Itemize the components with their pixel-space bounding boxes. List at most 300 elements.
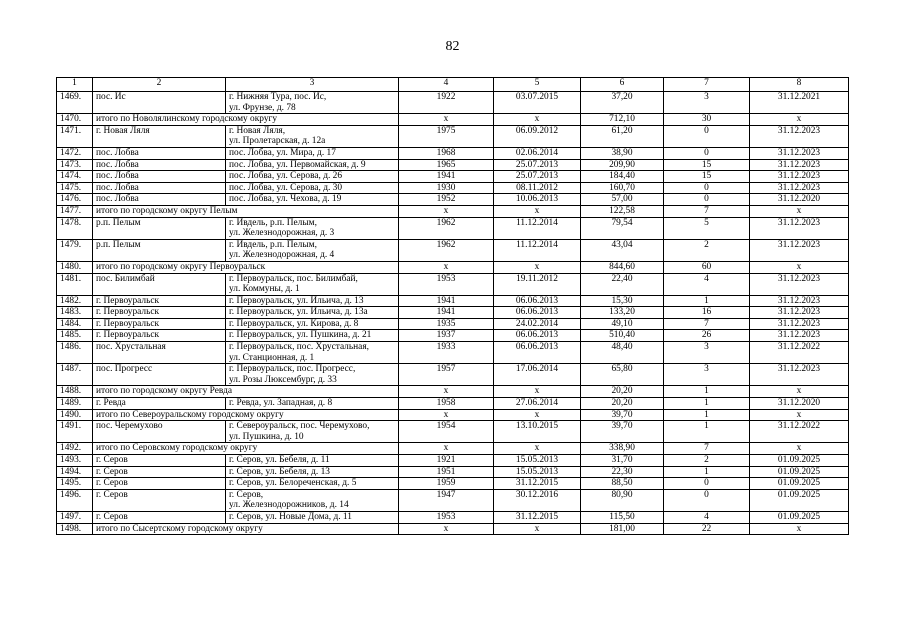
row-number: 1490. [57, 409, 93, 421]
year-cell: 1953 [399, 273, 494, 295]
address-line: ул. Розы Люксембург, д. 33 [229, 374, 337, 385]
locality-cell: пос. Черемухово [93, 421, 226, 443]
row-number: 1482. [57, 295, 93, 307]
address-cell [226, 478, 399, 490]
row-number: 1492. [57, 443, 93, 455]
row-number: 1491. [57, 421, 93, 443]
table-row [57, 182, 849, 194]
row-number: 1487. [57, 364, 93, 386]
until-date-cell: 31.12.2023 [750, 318, 849, 330]
date-cell: 02.06.2014 [494, 147, 581, 159]
row-number: 1479. [57, 239, 93, 261]
date-cell: 30.12.2016 [494, 489, 581, 511]
row-number: 1483. [57, 307, 93, 319]
date-cell: 06.06.2013 [494, 342, 581, 364]
locality-cell: г. Серов [93, 489, 226, 511]
count-cell: 1 [664, 466, 750, 478]
total-label: итого по Серовскому городскому округу [96, 443, 258, 454]
locality-cell: пос. Лобва [93, 147, 226, 159]
address-line: г. Серов, ул. Бебеля, д. 13 [229, 466, 330, 477]
year-cell: 1921 [399, 455, 494, 467]
count-cell: 7 [664, 205, 750, 217]
table-row [57, 398, 849, 410]
address-line: г. Первоуральск, ул. Кирова, д. 8 [229, 318, 359, 329]
total-label-cell [93, 114, 278, 126]
year-cell: 1952 [399, 194, 494, 206]
row-number: 1485. [57, 330, 93, 342]
count-cell: 3 [664, 364, 750, 386]
address-cell [226, 466, 399, 478]
total-label-cell [93, 409, 284, 421]
until-date-cell: 01.09.2025 [750, 511, 849, 523]
date-cell: 31.12.2015 [494, 478, 581, 490]
count-cell: 4 [664, 511, 750, 523]
address-line: пос. Лобва, ул. Чехова, д. 19 [229, 194, 342, 205]
count-cell: 3 [664, 342, 750, 364]
until-date-cell: 31.12.2023 [750, 159, 849, 171]
area-cell: 122,58 [581, 205, 664, 217]
until-date-cell: 31.12.2023 [750, 295, 849, 307]
address-cell [226, 421, 399, 443]
until-date-cell: х [750, 261, 849, 273]
total-row [57, 443, 849, 455]
year-cell: 1957 [399, 364, 494, 386]
table-row [57, 478, 849, 490]
row-number: 1481. [57, 273, 93, 295]
count-cell: 15 [664, 159, 750, 171]
until-date-cell: 01.09.2025 [750, 455, 849, 467]
date-cell: 06.09.2012 [494, 125, 581, 147]
table-row [57, 217, 849, 239]
year-cell: 1922 [399, 92, 494, 114]
until-date-cell: х [750, 386, 849, 398]
area-cell: 133,20 [581, 307, 664, 319]
count-cell: 1 [664, 409, 750, 421]
address-cell [226, 342, 399, 364]
locality-cell: пос. Лобва [93, 194, 226, 206]
year-cell: 1951 [399, 466, 494, 478]
area-cell: 37,20 [581, 92, 664, 114]
year-cell: 1930 [399, 182, 494, 194]
locality-cell: пос. Хрустальная [93, 342, 226, 364]
until-date-cell: х [750, 409, 849, 421]
count-cell: 16 [664, 307, 750, 319]
column-header: 2 [93, 78, 226, 92]
table-row [57, 194, 849, 206]
date-cell: х [494, 261, 581, 273]
date-cell: 13.10.2015 [494, 421, 581, 443]
address-cell [226, 92, 399, 114]
column-number-row [57, 78, 849, 92]
year-cell: 1941 [399, 295, 494, 307]
date-cell: 03.07.2015 [494, 92, 581, 114]
total-label: итого по городскому округу Первоуральск [96, 261, 266, 272]
locality-cell: пос. Лобва [93, 171, 226, 183]
year-cell: 1947 [399, 489, 494, 511]
address-cell [226, 307, 399, 319]
row-number: 1474. [57, 171, 93, 183]
area-cell: 184,40 [581, 171, 664, 183]
address-line: г. Первоуральск, пос. Хрустальная, [229, 342, 369, 353]
count-cell: 3 [664, 92, 750, 114]
address-cell [226, 455, 399, 467]
area-cell: 510,40 [581, 330, 664, 342]
address-line: ул. Железнодорожная, д. 4 [229, 250, 335, 261]
total-label: итого по Сысертскому городскому округу [96, 523, 263, 534]
table-row [57, 159, 849, 171]
count-cell: 7 [664, 443, 750, 455]
registry-table [56, 77, 849, 535]
locality-cell: г. Серов [93, 455, 226, 467]
address-cell [226, 364, 399, 386]
address-cell [226, 511, 399, 523]
locality-cell: г. Первоуральск [93, 330, 226, 342]
until-date-cell: 31.12.2023 [750, 182, 849, 194]
until-date-cell: 31.12.2023 [750, 364, 849, 386]
address-line: ул. Пушкина, д. 10 [229, 431, 304, 442]
table-row [57, 147, 849, 159]
year-cell: 1935 [399, 318, 494, 330]
area-cell: 22,40 [581, 273, 664, 295]
row-number: 1477. [57, 205, 93, 217]
year-cell: х [399, 409, 494, 421]
address-line: г. Серов, ул. Новые Дома, д. 11 [229, 511, 352, 522]
count-cell: 15 [664, 171, 750, 183]
until-date-cell: 31.12.2023 [750, 171, 849, 183]
until-date-cell: 31.12.2020 [750, 398, 849, 410]
locality-cell: р.п. Пелым [93, 217, 226, 239]
address-line: пос. Лобва, ул. Серова, д. 26 [229, 171, 343, 182]
date-cell: 08.11.2012 [494, 182, 581, 194]
total-row [57, 523, 849, 535]
address-line: ул. Коммуны, д. 1 [229, 284, 300, 295]
address-line: ул. Станционная, д. 1 [229, 352, 315, 363]
address-line: г. Первоуральск, ул. Ильича, д. 13а [229, 307, 368, 318]
locality-cell: г. Ревда [93, 398, 226, 410]
area-cell: 15,30 [581, 295, 664, 307]
table-row [57, 342, 849, 364]
area-cell: 181,00 [581, 523, 664, 535]
year-cell: 1941 [399, 171, 494, 183]
area-cell: 31,70 [581, 455, 664, 467]
count-cell: 0 [664, 489, 750, 511]
count-cell: 0 [664, 147, 750, 159]
until-date-cell: 01.09.2025 [750, 489, 849, 511]
address-line: г. Серов, [229, 489, 264, 500]
table-row [57, 489, 849, 511]
locality-cell: р.п. Пелым [93, 239, 226, 261]
area-cell: 80,90 [581, 489, 664, 511]
row-number: 1489. [57, 398, 93, 410]
total-label: итого по городскому округу Пелым [96, 205, 238, 216]
date-cell: 17.06.2014 [494, 364, 581, 386]
table-row [57, 125, 849, 147]
date-cell: 15.05.2013 [494, 466, 581, 478]
row-number: 1498. [57, 523, 93, 535]
year-cell: 1975 [399, 125, 494, 147]
table-row [57, 330, 849, 342]
table-row [57, 92, 849, 114]
address-cell [226, 171, 399, 183]
year-cell: х [399, 523, 494, 535]
row-number: 1488. [57, 386, 93, 398]
year-cell: 1937 [399, 330, 494, 342]
date-cell: 25.07.2013 [494, 171, 581, 183]
address-cell [226, 330, 399, 342]
row-number: 1480. [57, 261, 93, 273]
address-line: ул. Пролетарская, д. 12а [229, 136, 326, 147]
row-number: 1486. [57, 342, 93, 364]
total-label-cell [93, 523, 263, 535]
area-cell: 160,70 [581, 182, 664, 194]
count-cell: 2 [664, 239, 750, 261]
until-date-cell: 01.09.2025 [750, 478, 849, 490]
address-cell [226, 239, 399, 261]
address-cell [226, 489, 399, 511]
address-cell [226, 125, 399, 147]
locality-cell: пос. Прогресс [93, 364, 226, 386]
column-header: 6 [581, 78, 664, 92]
date-cell: 06.06.2013 [494, 295, 581, 307]
row-number: 1497. [57, 511, 93, 523]
year-cell: х [399, 443, 494, 455]
until-date-cell: 31.12.2023 [750, 125, 849, 147]
table-row [57, 511, 849, 523]
count-cell: 30 [664, 114, 750, 126]
row-number: 1495. [57, 478, 93, 490]
date-cell: х [494, 386, 581, 398]
until-date-cell: 31.12.2023 [750, 217, 849, 239]
until-date-cell: 31.12.2023 [750, 239, 849, 261]
column-header: 4 [399, 78, 494, 92]
locality-cell: г. Серов [93, 478, 226, 490]
until-date-cell: 31.12.2023 [750, 273, 849, 295]
count-cell: 1 [664, 398, 750, 410]
date-cell: 10.06.2013 [494, 194, 581, 206]
area-cell: 39,70 [581, 421, 664, 443]
until-date-cell: х [750, 114, 849, 126]
year-cell: х [399, 114, 494, 126]
address-line: ул. Железнодорожная, д. 3 [229, 228, 335, 239]
column-header: 7 [664, 78, 750, 92]
locality-cell: пос. Лобва [93, 159, 226, 171]
locality-cell: г. Первоуральск [93, 318, 226, 330]
row-number: 1478. [57, 217, 93, 239]
address-line: пос. Лобва, ул. Мира, д. 17 [229, 147, 336, 158]
year-cell: 1965 [399, 159, 494, 171]
address-line: г. Ивдель, р.п. Пелым, [229, 217, 317, 228]
count-cell: 1 [664, 421, 750, 443]
until-date-cell: 31.12.2022 [750, 421, 849, 443]
address-cell [226, 295, 399, 307]
count-cell: 0 [664, 194, 750, 206]
date-cell: 31.12.2015 [494, 511, 581, 523]
year-cell: 1953 [399, 511, 494, 523]
table-row [57, 466, 849, 478]
column-header: 5 [494, 78, 581, 92]
area-cell: 38,90 [581, 147, 664, 159]
until-date-cell: 31.12.2021 [750, 92, 849, 114]
address-line: г. Первоуральск, ул. Пушкина, д. 21 [229, 330, 372, 341]
table-row [57, 318, 849, 330]
address-line: г. Серов, ул. Белореченская, д. 5 [229, 478, 357, 489]
address-line: ул. Железнодорожников, д. 14 [229, 500, 349, 511]
column-header: 8 [750, 78, 849, 92]
date-cell: 19.11.2012 [494, 273, 581, 295]
row-number: 1473. [57, 159, 93, 171]
table-row [57, 421, 849, 443]
count-cell: 0 [664, 182, 750, 194]
total-label-cell [93, 205, 238, 217]
address-line: г. Новая Ляля, [229, 125, 286, 136]
total-row [57, 409, 849, 421]
address-cell [226, 159, 399, 171]
address-line: г. Ивдель, р.п. Пелым, [229, 239, 317, 250]
area-cell: 844,60 [581, 261, 664, 273]
total-label-cell [93, 443, 258, 455]
area-cell: 57,00 [581, 194, 664, 206]
area-cell: 20,20 [581, 398, 664, 410]
count-cell: 22 [664, 523, 750, 535]
year-cell: 1959 [399, 478, 494, 490]
date-cell: х [494, 523, 581, 535]
date-cell: х [494, 114, 581, 126]
locality-cell: пос. Лобва [93, 182, 226, 194]
area-cell: 61,20 [581, 125, 664, 147]
page-number: 82 [445, 39, 460, 54]
table-row [57, 455, 849, 467]
locality-cell: г. Первоуральск [93, 295, 226, 307]
column-header: 1 [57, 78, 93, 92]
count-cell: 0 [664, 478, 750, 490]
address-cell [226, 205, 399, 217]
row-number: 1494. [57, 466, 93, 478]
count-cell: 5 [664, 217, 750, 239]
table-row [57, 295, 849, 307]
row-number: 1472. [57, 147, 93, 159]
date-cell: х [494, 443, 581, 455]
count-cell: 7 [664, 318, 750, 330]
count-cell: 1 [664, 386, 750, 398]
until-date-cell: 31.12.2022 [750, 342, 849, 364]
area-cell: 48,40 [581, 342, 664, 364]
address-cell [226, 273, 399, 295]
date-cell: х [494, 205, 581, 217]
until-date-cell: 31.12.2023 [750, 330, 849, 342]
row-number: 1496. [57, 489, 93, 511]
row-number: 1475. [57, 182, 93, 194]
year-cell: 1962 [399, 217, 494, 239]
row-number: 1471. [57, 125, 93, 147]
total-label: итого по Новолялинскому городскому округу [96, 114, 278, 125]
date-cell: 06.06.2013 [494, 330, 581, 342]
row-number: 1470. [57, 114, 93, 126]
date-cell: 24.02.2014 [494, 318, 581, 330]
date-cell: 25.07.2013 [494, 159, 581, 171]
year-cell: х [399, 261, 494, 273]
year-cell: 1933 [399, 342, 494, 364]
table-row [57, 171, 849, 183]
total-label-cell [93, 261, 266, 273]
address-cell [226, 318, 399, 330]
area-cell: 79,54 [581, 217, 664, 239]
total-row [57, 386, 849, 398]
address-cell [226, 147, 399, 159]
row-number: 1476. [57, 194, 93, 206]
year-cell: 1958 [399, 398, 494, 410]
table-row [57, 273, 849, 295]
date-cell: 06.06.2013 [494, 307, 581, 319]
address-line: г. Североуральск, пос. Черемухово, [229, 421, 370, 432]
total-label-cell [93, 386, 232, 398]
area-cell: 22,30 [581, 466, 664, 478]
row-number: 1493. [57, 455, 93, 467]
until-date-cell: х [750, 443, 849, 455]
year-cell: 1954 [399, 421, 494, 443]
locality-cell: г. Первоуральск [93, 307, 226, 319]
row-number: 1469. [57, 92, 93, 114]
address-line: г. Ревда, ул. Западная, д. 8 [229, 398, 333, 409]
table-row [57, 307, 849, 319]
area-cell: 49,10 [581, 318, 664, 330]
count-cell: 1 [664, 295, 750, 307]
address-cell [226, 182, 399, 194]
until-date-cell: х [750, 205, 849, 217]
address-line: г. Первоуральск, пос. Билимбай, [229, 273, 358, 284]
area-cell: 712,10 [581, 114, 664, 126]
year-cell: 1962 [399, 239, 494, 261]
address-line: г. Серов, ул. Бебеля, д. 11 [229, 455, 330, 465]
total-row [57, 205, 849, 217]
date-cell: х [494, 409, 581, 421]
address-line: пос. Лобва, ул. Первомайская, д. 9 [229, 159, 366, 170]
address-line: г. Первоуральск, пос. Прогресс, [229, 364, 356, 375]
until-date-cell: 31.12.2023 [750, 147, 849, 159]
year-cell: х [399, 205, 494, 217]
locality-cell: г. Новая Ляля [93, 125, 226, 147]
year-cell: 1941 [399, 307, 494, 319]
area-cell: 88,50 [581, 478, 664, 490]
total-label: итого по городскому округу Ревда [96, 386, 232, 397]
locality-cell: пос. Билимбай [93, 273, 226, 295]
address-cell [226, 194, 399, 206]
until-date-cell: 01.09.2025 [750, 466, 849, 478]
date-cell: 11.12.2014 [494, 217, 581, 239]
count-cell: 26 [664, 330, 750, 342]
locality-cell: г. Серов [93, 511, 226, 523]
address-line: ул. Фрунзе, д. 78 [229, 102, 296, 113]
address-cell [226, 398, 399, 410]
count-cell: 60 [664, 261, 750, 273]
address-cell [226, 217, 399, 239]
area-cell: 338,90 [581, 443, 664, 455]
year-cell: 1968 [399, 147, 494, 159]
until-date-cell: 31.12.2023 [750, 307, 849, 319]
date-cell: 27.06.2014 [494, 398, 581, 410]
area-cell: 39,70 [581, 409, 664, 421]
date-cell: 15.05.2013 [494, 455, 581, 467]
address-line: г. Нижняя Тура, пос. Ис, [229, 92, 327, 102]
table-body [57, 78, 849, 535]
address-line: г. Первоуральск, ул. Ильича, д. 13 [229, 295, 364, 306]
count-cell: 0 [664, 125, 750, 147]
area-cell: 43,04 [581, 239, 664, 261]
address-cell [226, 386, 399, 398]
total-label: итого по Североуральскому городскому округу [96, 409, 284, 420]
count-cell: 2 [664, 455, 750, 467]
column-header: 3 [226, 78, 399, 92]
area-cell: 20,20 [581, 386, 664, 398]
